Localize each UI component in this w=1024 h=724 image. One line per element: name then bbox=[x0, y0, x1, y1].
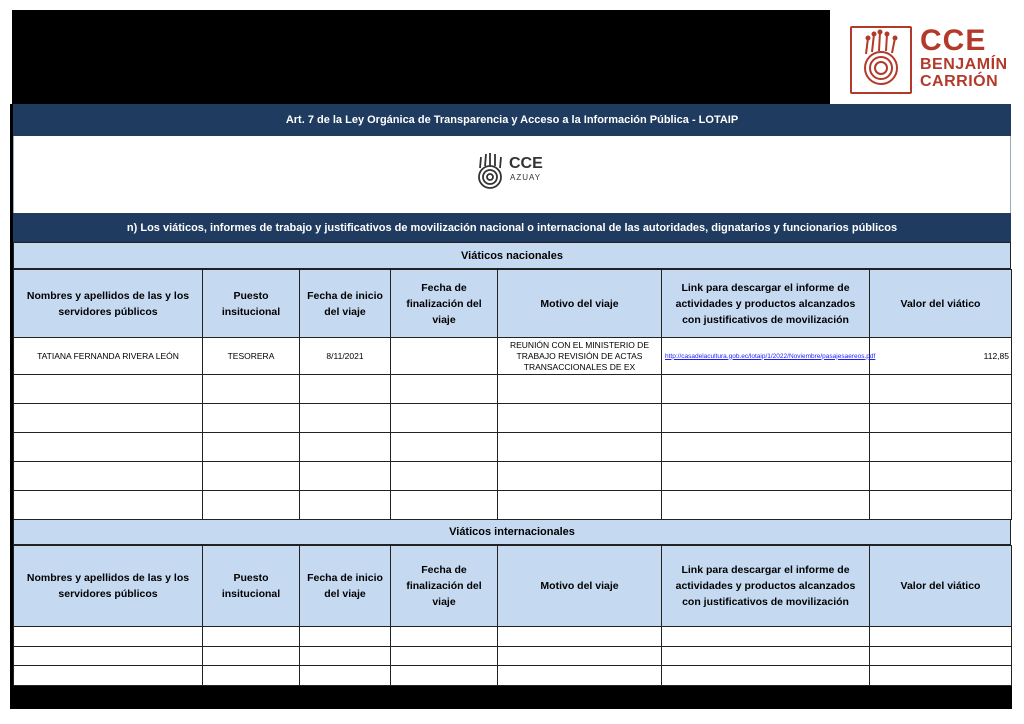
table-row-empty bbox=[14, 433, 1012, 462]
cce-benjamin-carrion-logo bbox=[850, 24, 1008, 96]
col-header-valor: Valor del viático bbox=[870, 546, 1012, 627]
nacionales-table bbox=[13, 269, 1012, 520]
col-header-valor: Valor del viático bbox=[870, 270, 1012, 338]
cce-emblem-icon bbox=[850, 26, 912, 94]
table-row bbox=[14, 338, 1012, 375]
logo-name-line2: CARRIÓN bbox=[920, 73, 999, 90]
logo-abbr: CCE bbox=[920, 24, 987, 57]
table-row-empty bbox=[14, 404, 1012, 433]
col-header-motivo: Motivo del viaje bbox=[498, 546, 662, 627]
table-row-empty bbox=[14, 491, 1012, 520]
table-row-empty bbox=[14, 646, 1012, 666]
col-header-inicio: Fecha de inicio del viaje bbox=[300, 546, 391, 627]
col-header-puesto: Puesto insitucional bbox=[203, 546, 300, 627]
cce-azuay-logo bbox=[474, 151, 554, 195]
cell-fin bbox=[391, 338, 498, 375]
lotaip-title-band bbox=[13, 104, 1011, 136]
col-header-nombres: Nombres y apellidos de las y los servidores públicos bbox=[14, 270, 203, 338]
table-row-empty bbox=[14, 462, 1012, 491]
col-header-link: Link para descargar el informe de actividades y productos alcanzados con justificativos de movilización bbox=[662, 546, 870, 627]
cell-valor: 112,85 bbox=[870, 338, 1012, 375]
section-title: n) Los viáticos, informes de trabajo y justificativos de movilización nacional o internacional de las autoridades, dignatarios y funcionarios públicos bbox=[126, 221, 898, 234]
table-row-empty bbox=[14, 627, 1012, 647]
lotaip-title: Art. 7 de la Ley Orgánica de Transparencia y Acceso a la Información Pública - LOTAIP bbox=[285, 114, 739, 126]
table-header-row bbox=[14, 270, 1012, 338]
black-header-bar bbox=[12, 10, 830, 104]
cell-nombre: TATIANA FERNANDA RIVERA LEÓN bbox=[14, 338, 203, 375]
cce-azuay-emblem-icon bbox=[474, 151, 506, 191]
col-header-fin: Fecha de finalización del viaje bbox=[391, 270, 498, 338]
table-row-empty bbox=[14, 375, 1012, 404]
table-row-empty bbox=[14, 666, 1012, 686]
internacionales-title-text: Viáticos internacionales bbox=[449, 526, 575, 538]
col-header-nombres: Nombres y apellidos de las y los servidores públicos bbox=[14, 546, 203, 627]
azuay-logo-area bbox=[13, 136, 1011, 213]
cell-link[interactable]: http://casadelacultura.gob.ec/lotaip/1/2022/Noviembre/pasajesaereos.pdf bbox=[662, 338, 870, 375]
internacionales-title bbox=[13, 519, 1011, 545]
azuay-logo-region: AZUAY bbox=[510, 173, 542, 182]
col-header-inicio: Fecha de inicio del viaje bbox=[300, 270, 391, 338]
cell-motivo: REUNIÓN CON EL MINISTERIO DE TRABAJO REVISIÓN DE ACTAS TRANSACCIONALES DE EX bbox=[498, 338, 662, 375]
table-header-row bbox=[14, 546, 1012, 627]
col-header-puesto: Puesto insitucional bbox=[203, 270, 300, 338]
col-header-link: Link para descargar el informe de actividades y productos alcanzados con justificativos de movilización bbox=[662, 270, 870, 338]
cell-inicio: 8/11/2021 bbox=[300, 338, 391, 375]
azuay-logo-abbr: CCE bbox=[509, 155, 543, 172]
cell-puesto: TESORERA bbox=[203, 338, 300, 375]
section-title-band bbox=[13, 213, 1011, 242]
col-header-fin: Fecha de finalización del viaje bbox=[391, 546, 498, 627]
black-footer-bar bbox=[12, 685, 1012, 709]
logo-name-line1: BENJAMÍN bbox=[920, 56, 1008, 73]
nacionales-title bbox=[13, 242, 1011, 269]
nacionales-title-text: Viáticos nacionales bbox=[461, 249, 563, 262]
internacionales-table bbox=[13, 545, 1012, 686]
col-header-motivo: Motivo del viaje bbox=[498, 270, 662, 338]
